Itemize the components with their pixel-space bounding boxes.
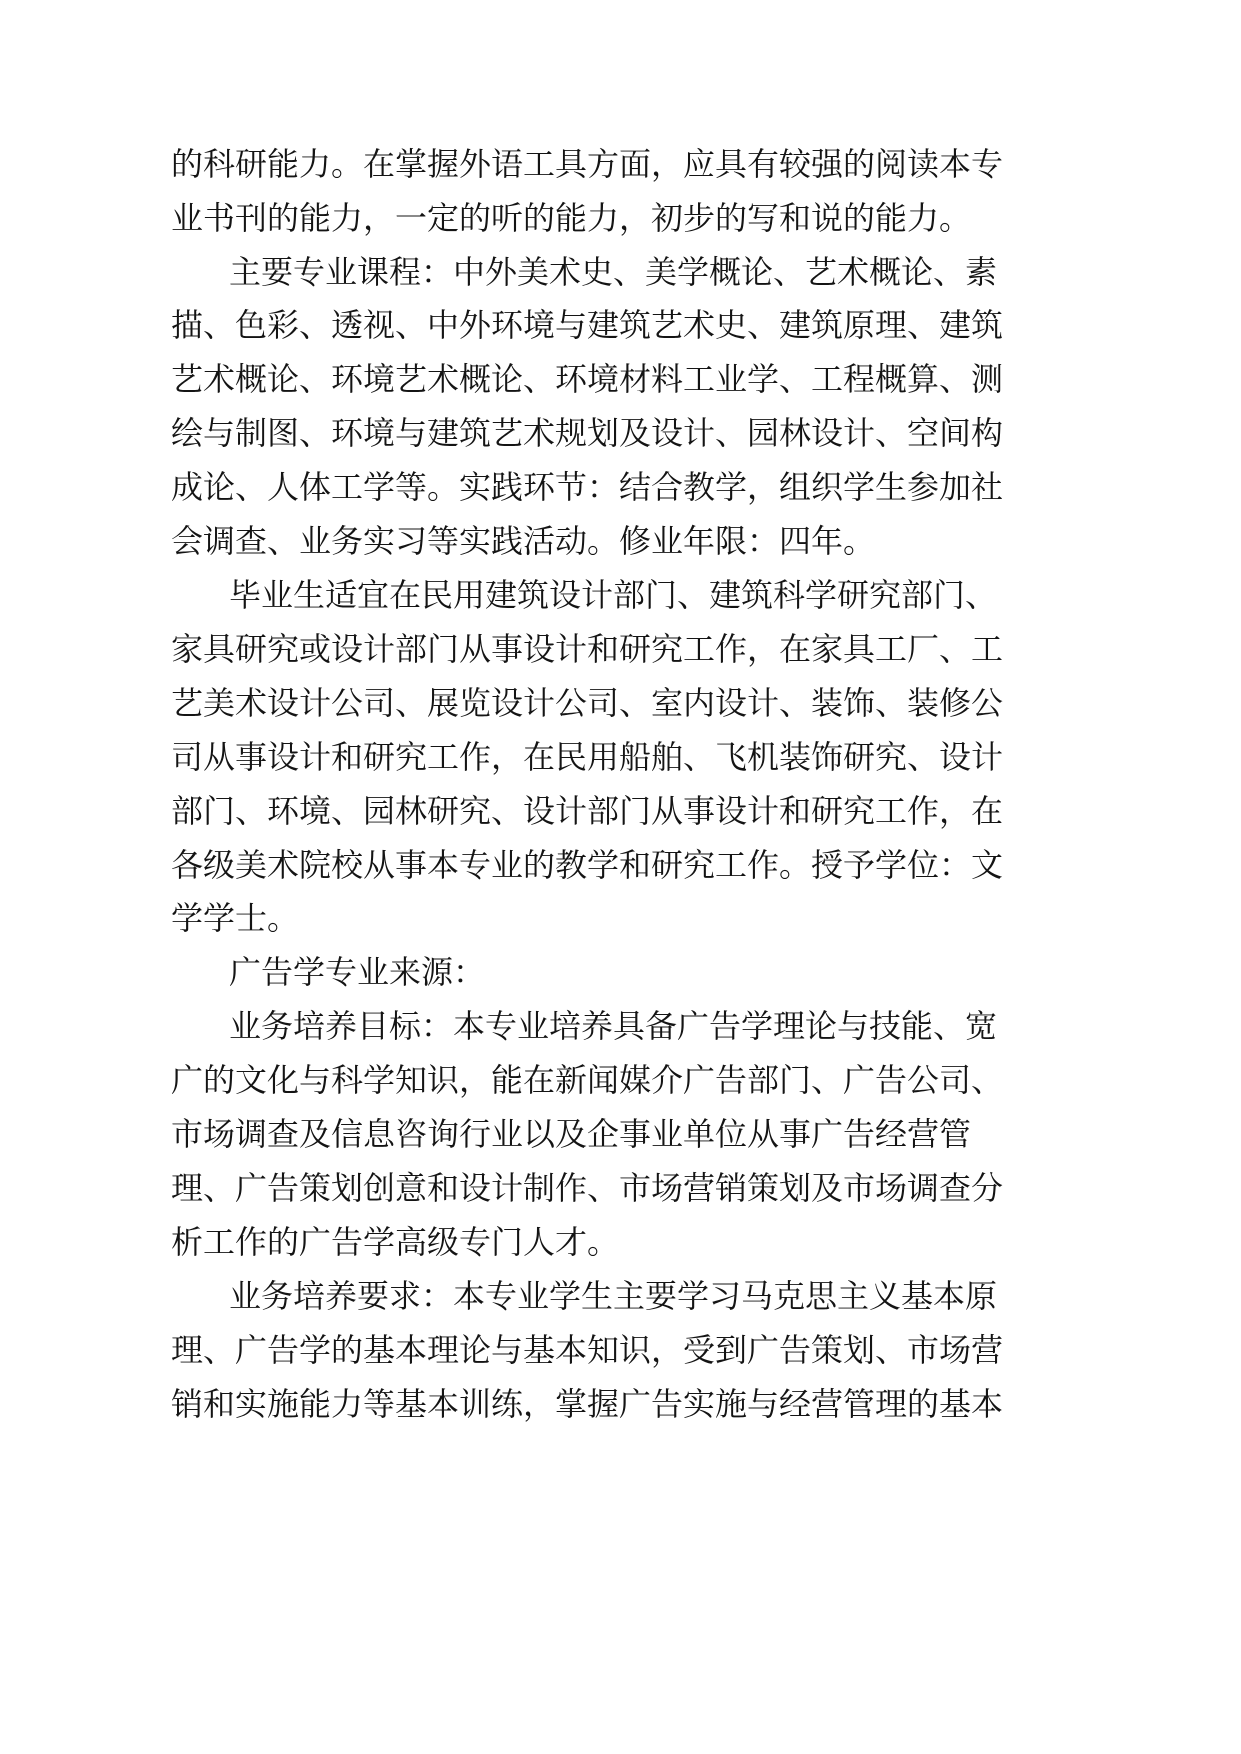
text-line: 销和实施能力等基本训练，掌握广告实施与经营管理的基本: [171, 1385, 1004, 1423]
text-line: 描、色彩、透视、中外环境与建筑艺术史、建筑原理、建筑: [171, 306, 1004, 344]
text-line: 市场调查及信息咨询行业以及企事业单位从事广告经营管: [171, 1115, 972, 1153]
text-line: 部门、环境、园林研究、设计部门从事设计和研究工作，在: [171, 792, 1004, 830]
text-line: 析工作的广告学高级专门人才。: [171, 1223, 620, 1261]
text-line: 理、广告学的基本理论与基本知识，受到广告策划、市场营: [171, 1331, 1004, 1369]
text-line: 业书刊的能力，一定的听的能力，初步的写和说的能力。: [171, 199, 972, 237]
paragraph-first-line: 业务培养要求：本专业学生主要学习马克思主义基本原: [229, 1277, 998, 1315]
text-line: 艺美术设计公司、展览设计公司、室内设计、装饰、装修公: [171, 684, 1004, 722]
text-line: 司从事设计和研究工作，在民用船舶、飞机装饰研究、设计: [171, 738, 1004, 776]
text-line: 会调查、业务实习等实践活动。修业年限：四年。: [171, 522, 876, 560]
text-line: 的科研能力。在掌握外语工具方面，应具有较强的阅读本专: [171, 145, 1004, 183]
text-line: 理、广告策划创意和设计制作、市场营销策划及市场调查分: [171, 1169, 1004, 1207]
text-line: 学学士。: [171, 899, 300, 937]
paragraph-first-line: 业务培养目标：本专业培养具备广告学理论与技能、宽: [229, 1007, 998, 1045]
text-line: 艺术概论、环境艺术概论、环境材料工业学、工程概算、测: [171, 360, 1004, 398]
paragraph-first-line: 毕业生适宜在民用建筑设计部门、建筑科学研究部门、: [229, 576, 998, 614]
text-line: 家具研究或设计部门从事设计和研究工作，在家具工厂、工: [171, 630, 1004, 668]
section-heading: 广告学专业来源：: [229, 953, 486, 991]
text-line: 绘与制图、环境与建筑艺术规划及设计、园林设计、空间构: [171, 414, 1004, 452]
text-line: 广的文化与科学知识，能在新闻媒介广告部门、广告公司、: [171, 1061, 1004, 1099]
paragraph-first-line: 主要专业课程：中外美术史、美学概论、艺术概论、素: [229, 253, 998, 291]
text-line: 成论、人体工学等。实践环节：结合教学，组织学生参加社: [171, 468, 1004, 506]
text-line: 各级美术院校从事本专业的教学和研究工作。授予学位：文: [171, 846, 1004, 884]
